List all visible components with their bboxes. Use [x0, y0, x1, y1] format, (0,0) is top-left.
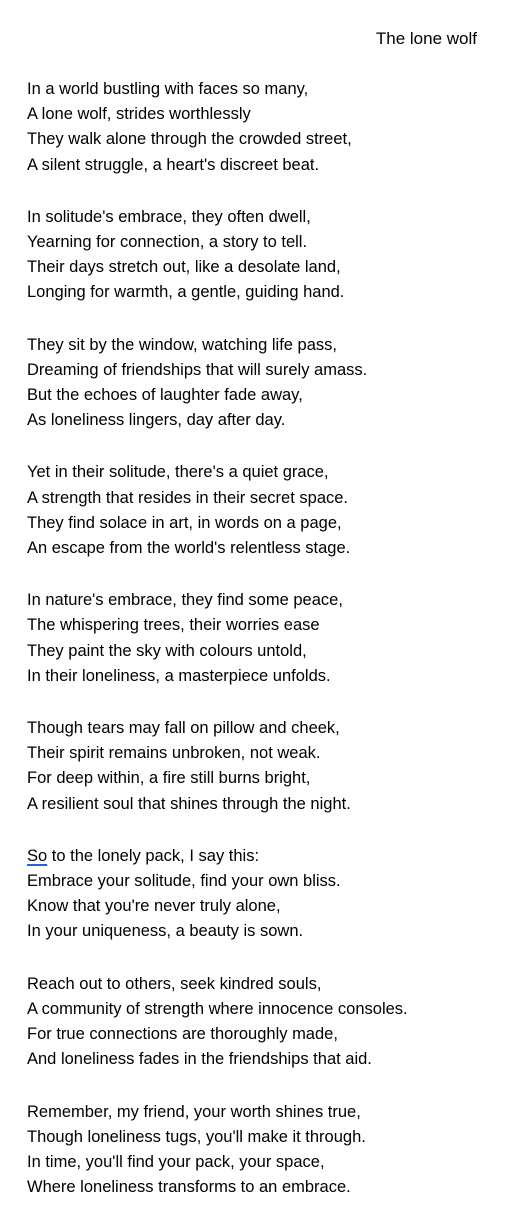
poem-line: In their loneliness, a masterpiece unfolds.	[27, 666, 331, 685]
poem-line: A community of strength where innocence consoles.	[27, 999, 408, 1018]
poem-line: They walk alone through the crowded street,	[27, 130, 352, 149]
stanza-9	[27, 1100, 517, 1201]
poem-line: Though tears may fall on pillow and cheek,	[27, 719, 340, 738]
poem-line: In your uniqueness, a beauty is sown.	[27, 922, 304, 941]
poem-line: Though loneliness tugs, you'll make it through.	[27, 1127, 366, 1146]
poem-line: Embrace your solitude, find your own bliss.	[27, 872, 341, 891]
poem-line: In nature's embrace, they find some peace,	[27, 591, 343, 610]
poem-line-flagged: So to the lonely pack, I say this:	[27, 846, 260, 865]
poem-body	[27, 77, 517, 1227]
poem-line: Their spirit remains unbroken, not weak.	[27, 744, 321, 763]
poem-line: A silent struggle, a heart's discreet beat.	[27, 155, 320, 174]
poem-line: The whispering trees, their worries ease	[27, 616, 320, 635]
poem-line: For true connections are thoroughly made,	[27, 1025, 338, 1044]
stanza-4	[27, 460, 517, 561]
poem-line: Their days stretch out, like a desolate land,	[27, 258, 341, 277]
poem-line: A resilient soul that shines through the night.	[27, 794, 351, 813]
poem-line: In solitude's embrace, they often dwell,	[27, 207, 311, 226]
poem-line: An escape from the world's relentless stage.	[27, 539, 351, 558]
poem-line: Where loneliness transforms to an embrace.	[27, 1178, 351, 1197]
poem-line: They sit by the window, watching life pass,	[27, 335, 337, 354]
poem-line: As loneliness lingers, day after day.	[27, 411, 286, 430]
poem-title: The lone wolf	[375, 29, 477, 48]
poem-line: Reach out to others, seek kindred souls,	[27, 974, 322, 993]
poem-line: Know that you're never truly alone,	[27, 897, 281, 916]
poem-line: In a world bustling with faces so many,	[27, 80, 309, 98]
poem-line: And loneliness fades in the friendships that aid.	[27, 1050, 372, 1069]
stanza-5	[27, 588, 517, 689]
stanza-2	[27, 205, 517, 306]
poem-line: Longing for warmth, a gentle, guiding hand.	[27, 283, 345, 302]
stanza-6	[27, 716, 517, 817]
poem-line: They paint the sky with colours untold,	[27, 641, 307, 660]
stanza-3	[27, 333, 517, 434]
poem-line: Yet in their solitude, there's a quiet grace,	[27, 463, 329, 482]
poem-line: For deep within, a fire still burns bright,	[27, 769, 311, 788]
stanza-1	[27, 77, 517, 178]
poem-line: In time, you'll find your pack, your space,	[27, 1152, 325, 1171]
poem-line: Remember, my friend, your worth shines true,	[27, 1102, 361, 1121]
poem-line: They find solace in art, in words on a page,	[27, 513, 342, 532]
flagged-word: So	[27, 846, 48, 865]
poem-line: Yearning for connection, a story to tell.	[27, 233, 308, 252]
poem-line: But the echoes of laughter fade away,	[27, 386, 303, 405]
poem-line: A lone wolf, strides worthlessly	[27, 105, 251, 124]
stanza-7	[27, 844, 517, 945]
poem-line: A strength that resides in their secret space.	[27, 488, 349, 507]
stanza-8	[27, 972, 517, 1073]
poem-line: Dreaming of friendships that will surely amass.	[27, 360, 368, 379]
